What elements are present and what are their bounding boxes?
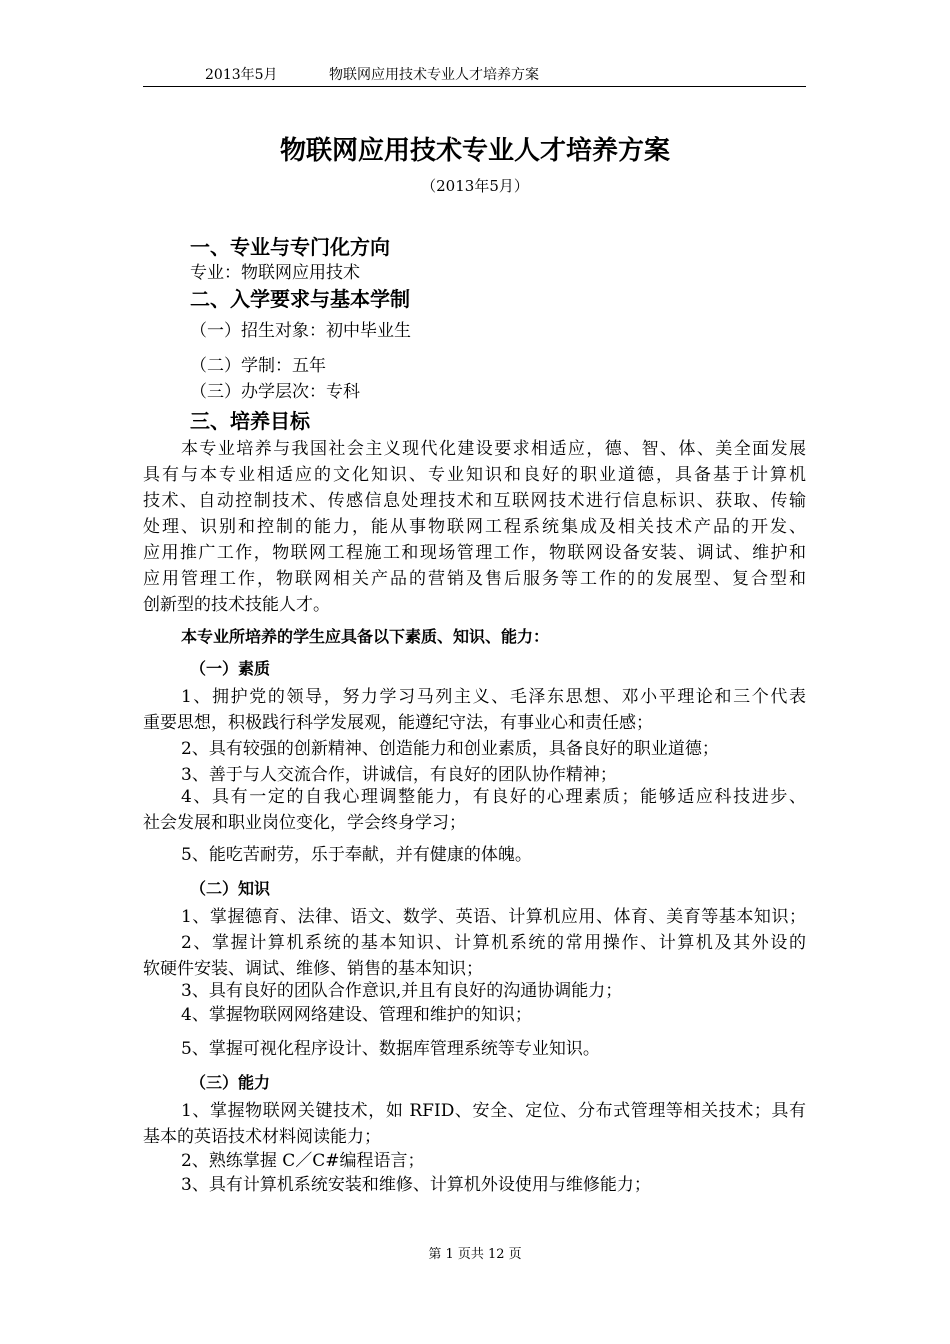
- knowledge-heading: （二）知识: [190, 879, 271, 898]
- paragraph-line: 创新型的技术技能人才。: [143, 595, 330, 615]
- header-date: 2013年5月: [205, 67, 278, 83]
- header-doc-name: 物联网应用技术专业人才培养方案: [329, 67, 539, 83]
- major-line: 专业：物联网应用技术: [190, 263, 360, 283]
- list-item: 2、具有较强的创新精神、创造能力和创业素质，具备良好的职业道德；: [181, 739, 719, 759]
- list-item: 3、具有计算机系统安装和维修、计算机外设使用与维修能力；: [181, 1175, 651, 1195]
- paragraph-line: 应用推广工作，物联网工程施工和现场管理工作，物联网设备安装、调试、维护和: [143, 543, 806, 563]
- enroll-item: （三）办学层次：专科: [190, 382, 360, 402]
- enroll-item: （一）招生对象：初中毕业生: [190, 321, 411, 341]
- paragraph-line: 技术、自动控制技术、传感信息处理技术和互联网技术进行信息标识、获取、传输: [143, 491, 806, 511]
- header-rule: [143, 86, 806, 87]
- document-title: 物联网应用技术专业人才培养方案: [279, 136, 670, 166]
- ability-heading: （三）能力: [190, 1073, 271, 1092]
- paragraph-line: 应用管理工作，物联网相关产品的营销及售后服务等工作的的发展型、复合型和: [143, 569, 806, 589]
- list-item: 社会发展和职业岗位变化，学会终身学习；: [143, 813, 466, 833]
- section-1-heading: 一、专业与专门化方向: [190, 235, 390, 259]
- list-item: 重要思想，积极践行科学发展观，能遵纪守法，有事业心和责任感；: [143, 713, 653, 733]
- list-item: 5、掌握可视化程序设计、数据库管理系统等专业知识。: [181, 1039, 600, 1059]
- list-item: 1、掌握物联网关键技术，如 RFID、安全、定位、分布式管理等相关技术；具有: [181, 1101, 806, 1121]
- list-item: 1、掌握德育、法律、语文、数学、英语、计算机应用、体育、美育等基本知识；: [181, 907, 806, 927]
- paragraph-line: 处理、识别和控制的能力，能从事物联网工程系统集成及相关技术产品的开发、: [143, 517, 806, 537]
- enroll-item: （二）学制：五年: [190, 356, 326, 376]
- list-item: 4、具有一定的自我心理调整能力，有良好的心理素质；能够适应科技进步、: [181, 787, 806, 807]
- list-item: 2、掌握计算机系统的基本知识、计算机系统的常用操作、计算机及其外设的: [181, 933, 806, 953]
- list-item: 4、掌握物联网网络建设、管理和维护的知识；: [181, 1005, 532, 1025]
- paragraph-line: 具有与本专业相适应的文化知识、专业知识和良好的职业道德，具备基于计算机: [143, 465, 806, 485]
- list-item: 基本的英语技术材料阅读能力；: [143, 1127, 381, 1147]
- section-2-heading: 二、入学要求与基本学制: [190, 287, 410, 311]
- requirements-lead: 本专业所培养的学生应具备以下素质、知识、能力：: [181, 627, 550, 646]
- document-date: （2013年5月）: [421, 177, 529, 195]
- paragraph-line: 本专业培养与我国社会主义现代化建设要求相适应，德、智、体、美全面发展: [181, 439, 806, 459]
- list-item: 3、具有良好的团队合作意识,并且有良好的沟通协调能力；: [181, 981, 623, 1001]
- list-item: 3、善于与人交流合作，讲诚信，有良好的团队协作精神；: [181, 765, 617, 785]
- list-item: 软硬件安装、调试、维修、销售的基本知识；: [143, 959, 483, 979]
- list-item: 1、拥护党的领导，努力学习马列主义、毛泽东思想、邓小平理论和三个代表: [181, 687, 806, 707]
- section-3-heading: 三、培养目标: [190, 409, 310, 433]
- list-item: 2、熟练掌握 C／C#编程语言；: [181, 1151, 425, 1171]
- page-number: 第 1 页共 12 页: [428, 1247, 522, 1262]
- list-item: 5、能吃苦耐劳，乐于奉献，并有健康的体魄。: [181, 845, 532, 865]
- quality-heading: （一）素质: [190, 659, 271, 678]
